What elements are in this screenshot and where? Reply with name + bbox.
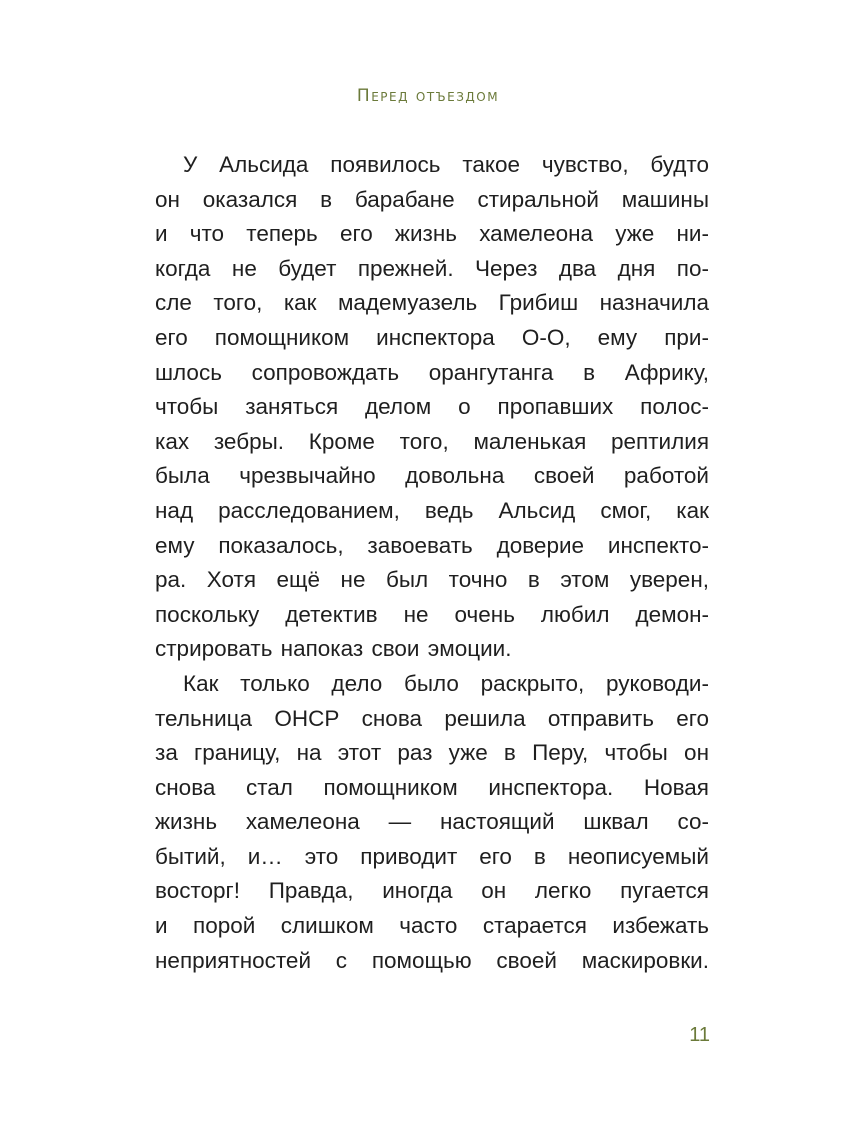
text-line: поскольку детектив не очень любил демон- <box>155 601 709 627</box>
text-line: чтобы заняться делом о пропавших полос- <box>155 394 709 420</box>
text-line: ра. Хотя ещё не был точно в этом уверен, <box>155 567 709 593</box>
text-line: за границу, на этот раз уже в Перу, чтобы он <box>155 740 709 766</box>
text-line: над расследованием, ведь Альсид смог, как <box>155 497 709 523</box>
text-line: шлось сопровождать орангутанга в Африку, <box>155 359 709 385</box>
text-line: его помощником инспектора О-О, ему при- <box>155 324 709 350</box>
text-line: тельница ОНСР снова решила отправить его <box>155 705 709 731</box>
running-header: Перед отъездом <box>356 86 500 106</box>
text-line: ему показалось, завоевать доверие инспекто- <box>155 532 709 558</box>
text-line: была чрезвычайно довольна своей работой <box>155 463 709 489</box>
text-line: когда не будет прежней. Через два дня по- <box>155 255 709 281</box>
body-text <box>155 148 709 978</box>
text-line: и порой слишком часто старается избежать <box>155 913 709 939</box>
text-line: стрировать напоказ свои эмоции. <box>155 636 512 662</box>
text-line: и что теперь его жизнь хамелеона уже ни- <box>155 221 709 247</box>
text-line: ках зебры. Кроме того, маленькая рептилия <box>155 428 709 454</box>
text-line: жизнь хамелеона — настоящий шквал со- <box>155 809 709 835</box>
text-line: восторг! Правда, иногда он легко пугается <box>155 878 709 904</box>
text-line: сле того, как мадемуазель Грибиш назначила <box>155 290 709 316</box>
text-line: бытий, и… это приводит его в неописуемый <box>155 843 709 869</box>
text-line: снова стал помощником инспектора. Новая <box>155 774 709 800</box>
text-line: У Альсида появилось такое чувство, будто <box>183 152 709 177</box>
text-line: Как только дело было раскрыто, руководи- <box>183 670 709 696</box>
text-line: он оказался в барабане стиральной машины <box>155 186 709 212</box>
text-line: неприятностей с помощью своей маскировки. <box>155 947 709 973</box>
page-number: 11 <box>689 1024 710 1046</box>
